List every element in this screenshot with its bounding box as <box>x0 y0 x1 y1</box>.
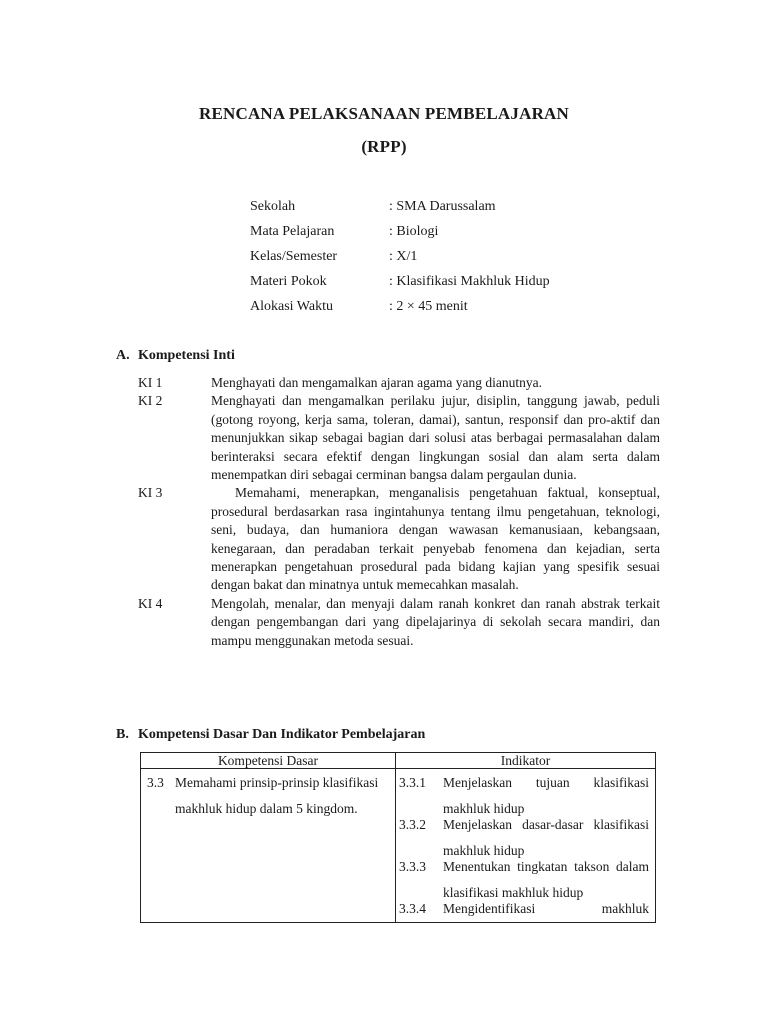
indikator-text: Mengidentifikasi makhluk <box>443 901 649 916</box>
section-heading-kompetensi-dasar <box>116 727 425 743</box>
info-row-sekolah <box>250 197 550 222</box>
indikator-text: Menjelaskan tujuan klasifikasi makhluk hidup <box>443 775 649 816</box>
info-label: Alokasi Waktu <box>250 299 333 314</box>
section-heading-kompetensi-inti <box>116 348 235 364</box>
table-row <box>141 769 656 923</box>
kd-item <box>141 769 395 822</box>
kompetensi-dasar-table <box>140 752 656 923</box>
ki-item <box>138 484 660 594</box>
ki-text: Memahami, menerapkan, menganalisis pengetahuan faktual, konseptual, prosedural berdasarkan rasa ingintahunya tentang ilmu pengetahuan, teknologi, seni, budaya, dan humaniora dengan wawasan kemanusiaan, kebangsaan, kenegaraan, dan peradaban terkait penyebab fenomena dan kejadian, serta menerapkan pengetahuan prosedural pada bidang kajian yang spesifik sesuai dengan bakat dan minatnya untuk memecahkan masalah. <box>211 485 660 593</box>
info-row-alokasi-waktu <box>250 297 550 322</box>
ki-item <box>138 392 660 484</box>
info-value: : X/1 <box>389 249 418 264</box>
info-row-materi-pokok <box>250 272 550 297</box>
indikator-item <box>399 770 649 816</box>
indikator-item <box>399 896 649 922</box>
indikator-number: 3.3.1 <box>399 775 426 790</box>
kd-cell <box>141 769 396 923</box>
indikator-item <box>399 812 649 858</box>
ki-label: KI 3 <box>138 485 163 501</box>
section-letter: A. <box>116 348 130 363</box>
section-title: Kompetensi Dasar Dan Indikator Pembelajaran <box>138 727 426 742</box>
info-value: : Klasifikasi Makhluk Hidup <box>389 274 550 289</box>
indikator-cell <box>396 769 656 923</box>
ki-item <box>138 595 660 650</box>
ki-label: KI 2 <box>138 393 163 409</box>
info-value: : 2 × 45 menit <box>389 299 468 314</box>
section-title: Kompetensi Inti <box>138 348 235 363</box>
indikator-number: 3.3.3 <box>399 859 426 874</box>
header-indikator: Indikator <box>396 753 656 769</box>
header-kompetensi-dasar: Kompetensi Dasar <box>141 753 396 769</box>
ki-text: Mengolah, menalar, dan menyaji dalam ranah konkret dan ranah abstrak terkait dengan pengembangan dari yang dipelajarinya di sekolah secara mandiri, dan mampu menggunakan metoda sesuai. <box>211 595 660 648</box>
info-value: : SMA Darussalam <box>389 199 496 214</box>
ki-text: Menghayati dan mengamalkan perilaku jujur, disiplin, tanggung jawab, peduli (gotong royong, kerja sama, toleran, damai), santun, responsif dan pro-aktif dan menunjukkan sikap sebagai bagian dari solusi atas berbagai permasalahan dalam berinteraksi secara efektif dengan lingkungan sosial dan alam serta dalam menempatkan diri sebagai cerminan bangsa dalam pergaulan dunia. <box>211 393 660 483</box>
ki-label: KI 4 <box>138 595 163 611</box>
ki-item <box>138 374 660 392</box>
info-label: Sekolah <box>250 199 296 214</box>
document-title: RENCANA PELAKSANAAN PEMBELAJARAN <box>198 104 570 123</box>
info-row-mata-pelajaran <box>250 222 550 247</box>
info-label: Materi Pokok <box>250 274 327 289</box>
indikator-number: 3.3.4 <box>399 901 426 916</box>
indikator-text: Menentukan tingkatan takson dalam klasifikasi makhluk hidup <box>443 859 649 900</box>
kompetensi-inti-list <box>138 374 660 650</box>
info-label: Mata Pelajaran <box>250 224 335 239</box>
indikator-item <box>399 854 649 900</box>
kd-number: 3.3 <box>147 775 164 790</box>
ki-text: Menghayati dan mengamalkan ajaran agama yang dianutnya. <box>211 375 542 390</box>
ki-label: KI 1 <box>138 375 163 390</box>
kd-text: Memahami prinsip-prinsip klasifikasi makhluk hidup dalam 5 kingdom. <box>175 775 379 816</box>
indikator-number: 3.3.2 <box>399 817 426 832</box>
info-row-kelas-semester <box>250 247 550 272</box>
identity-block <box>250 197 550 322</box>
section-letter: B. <box>116 727 129 742</box>
info-value: : Biologi <box>389 224 439 239</box>
table-header-row <box>141 753 656 769</box>
document-subtitle: (RPP) <box>361 137 407 156</box>
info-label: Kelas/Semester <box>250 249 338 264</box>
indikator-text: Menjelaskan dasar-dasar klasifikasi makhluk hidup <box>443 817 649 858</box>
indikator-list <box>396 769 655 922</box>
